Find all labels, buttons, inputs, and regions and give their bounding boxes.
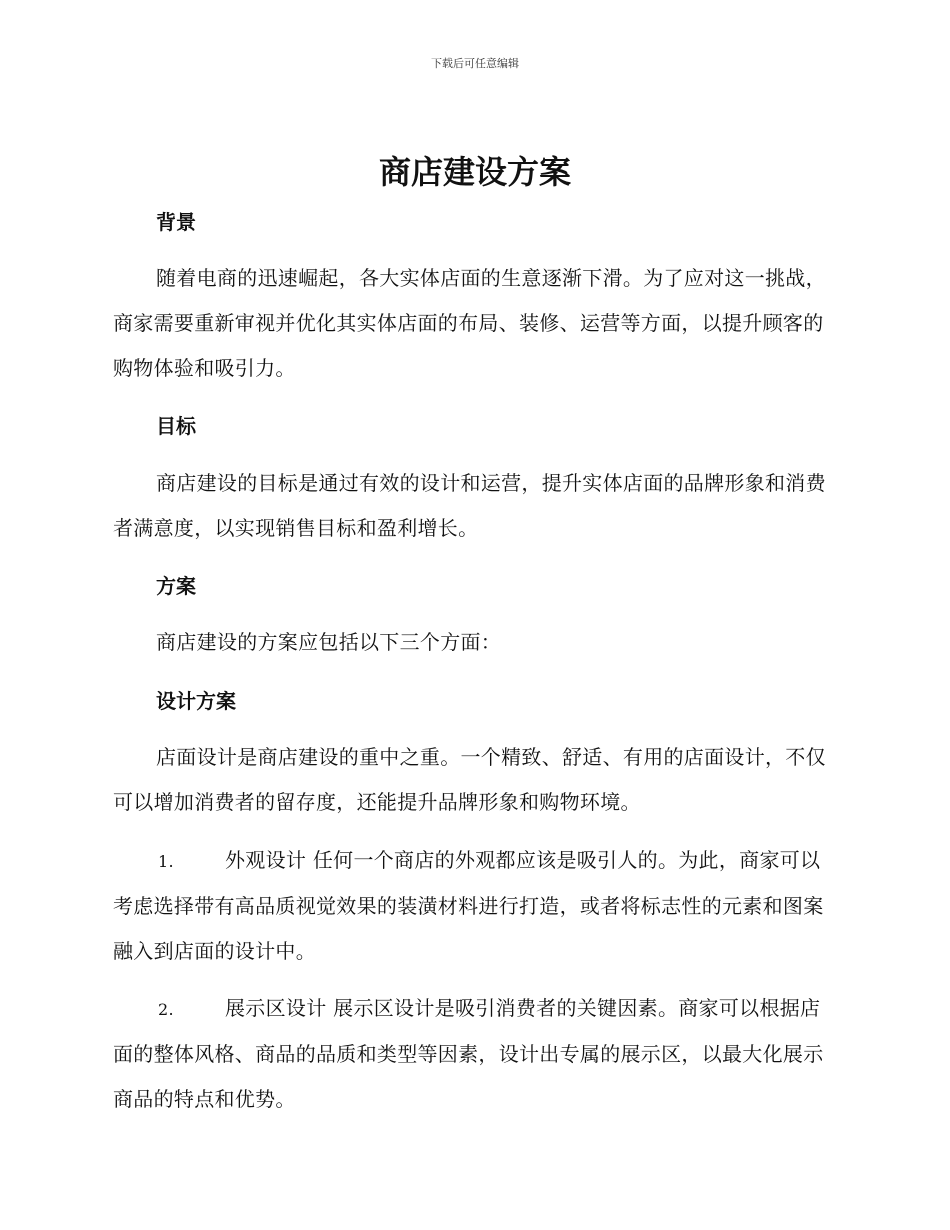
list-item-text: 外观设计 任何一个商店的外观都应该是吸引人的。为此，商家可以考虑选择带有高品质视觉效果的装潢材料进行打造，或者将标志性的元素和图案融入到店面的设计中。: [113, 848, 824, 963]
list-item-number: 1.: [158, 852, 174, 871]
document-title: 商店建设方案: [378, 153, 571, 191]
list-item-text: 展示区设计 展示区设计是吸引消费者的关键因素。商家可以根据店面的整体风格、商品的品质和类型等因素，设计出专属的展示区，以最大化展示商品的特点和优势。: [113, 996, 824, 1111]
section-heading-design: 设计方案: [156, 689, 236, 713]
section-heading-plan: 方案: [156, 574, 196, 598]
section-heading-background: 背景: [156, 210, 196, 234]
paragraph-plan: 商店建设的方案应包括以下三个方面：: [156, 630, 502, 654]
list-item-exterior-design: [113, 838, 838, 974]
list-item-display-area-design: [113, 986, 838, 1122]
paragraph-background: 随着电商的迅速崛起，各大实体店面的生意逐渐下滑。为了应对这一挑战，商家需要重新审视并优化其实体店面的布局、装修、运营等方面，以提升顾客的购物体验和吸引力。: [113, 266, 826, 380]
section-heading-goal: 目标: [156, 414, 196, 438]
header-note: 下载后可任意编辑: [431, 57, 519, 70]
paragraph-goal: 商店建设的目标是通过有效的设计和运营，提升实体店面的品牌形象和消费者满意度，以实现销售目标和盈利增长。: [113, 471, 826, 540]
list-item-number: 2.: [158, 1000, 174, 1019]
paragraph-design: 店面设计是商店建设的重中之重。一个精致、舒适、有用的店面设计，不仅可以增加消费者的留存度，还能提升品牌形象和购物环境。: [113, 745, 826, 814]
